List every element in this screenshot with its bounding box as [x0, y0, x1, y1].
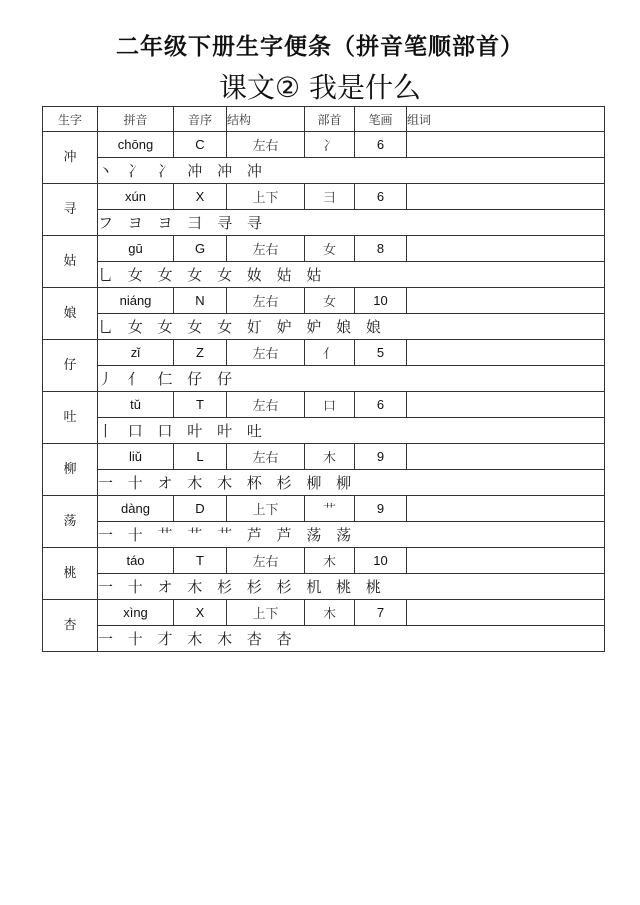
radical-cell: 木 [305, 600, 355, 626]
col-header-strokes: 笔画 [355, 107, 407, 132]
words-cell [407, 548, 605, 574]
char-cell: 柳 [43, 444, 98, 496]
radical-cell: 彐 [305, 184, 355, 210]
radical-cell: 女 [305, 288, 355, 314]
character-row [43, 340, 605, 366]
words-cell [407, 288, 605, 314]
stroke-count-cell: 6 [355, 184, 407, 210]
pinyin-cell: dàng [98, 496, 174, 522]
stroke-order-row [43, 158, 605, 184]
stroke-count-cell: 6 [355, 392, 407, 418]
radical-cell: 木 [305, 444, 355, 470]
col-header-radical: 部首 [305, 107, 355, 132]
char-cell: 寻 [43, 184, 98, 236]
words-cell [407, 496, 605, 522]
character-row [43, 392, 605, 418]
pinyin-cell: zǐ [98, 340, 174, 366]
radical-cell: 木 [305, 548, 355, 574]
radical-cell: 冫 [305, 132, 355, 158]
char-cell: 荡 [43, 496, 98, 548]
pinyin-cell: liǔ [98, 444, 174, 470]
words-cell [407, 444, 605, 470]
stroke-count-cell: 10 [355, 548, 407, 574]
pinyin-cell: tǔ [98, 392, 174, 418]
stroke-order: 一 十 オ 木 木 杯 杉 柳 柳 [98, 470, 605, 496]
structure-cell: 左右 [227, 548, 305, 574]
initial-cell: N [174, 288, 227, 314]
initial-cell: L [174, 444, 227, 470]
stroke-count-cell: 10 [355, 288, 407, 314]
initial-cell: T [174, 392, 227, 418]
page-title: 二年级下册生字便条（拼音笔顺部首） [116, 34, 524, 60]
char-cell: 姑 [43, 236, 98, 288]
structure-cell: 左右 [227, 392, 305, 418]
initial-cell: X [174, 184, 227, 210]
pinyin-cell: chōng [98, 132, 174, 158]
char-cell: 冲 [43, 132, 98, 184]
words-cell [407, 600, 605, 626]
stroke-count-cell: 5 [355, 340, 407, 366]
structure-cell: 上下 [227, 496, 305, 522]
col-header-pinyin: 拼音 [98, 107, 174, 132]
words-cell [407, 132, 605, 158]
initial-cell: T [174, 548, 227, 574]
pinyin-cell: táo [98, 548, 174, 574]
stroke-order: フ ヨ ヨ 彐 寻 寻 [98, 210, 605, 236]
initial-cell: D [174, 496, 227, 522]
structure-cell: 左右 [227, 444, 305, 470]
stroke-count-cell: 7 [355, 600, 407, 626]
col-header-words: 组词 [407, 107, 605, 132]
stroke-order: 一 十 艹 艹 艹 芦 芦 荡 荡 [98, 522, 605, 548]
stroke-order-row [43, 210, 605, 236]
header-row [43, 107, 605, 132]
words-cell [407, 184, 605, 210]
lesson-title: 课文② 我是什么 [218, 71, 421, 104]
char-cell: 娘 [43, 288, 98, 340]
stroke-order-row [43, 366, 605, 392]
stroke-order-row [43, 418, 605, 444]
col-header-initial: 音序 [174, 107, 227, 132]
character-row [43, 288, 605, 314]
structure-cell: 左右 [227, 132, 305, 158]
char-cell: 桃 [43, 548, 98, 600]
radical-cell: 女 [305, 236, 355, 262]
pinyin-cell: xún [98, 184, 174, 210]
stroke-order-row [43, 314, 605, 340]
stroke-order: 丶 冫 冫 冲 冲 冲 [98, 158, 605, 184]
stroke-order: 乚 女 女 女 女 奵 妒 妒 娘 娘 [98, 314, 605, 340]
words-cell [407, 392, 605, 418]
pinyin-cell: niáng [98, 288, 174, 314]
char-cell: 杏 [43, 600, 98, 652]
initial-cell: Z [174, 340, 227, 366]
character-row [43, 184, 605, 210]
stroke-count-cell: 9 [355, 444, 407, 470]
char-cell: 仔 [43, 340, 98, 392]
structure-cell: 上下 [227, 600, 305, 626]
initial-cell: X [174, 600, 227, 626]
stroke-count-cell: 6 [355, 132, 407, 158]
radical-cell: 艹 [305, 496, 355, 522]
stroke-order: 一 十 才 木 木 杏 杏 [98, 626, 605, 652]
stroke-order-row [43, 470, 605, 496]
stroke-order: 乚 女 女 女 女 奻 姑 姑 [98, 262, 605, 288]
initial-cell: G [174, 236, 227, 262]
character-row [43, 548, 605, 574]
stroke-count-cell: 9 [355, 496, 407, 522]
stroke-order-row [43, 626, 605, 652]
stroke-order: 丿 亻 仁 仔 仔 [98, 366, 605, 392]
structure-cell: 上下 [227, 184, 305, 210]
stroke-count-cell: 8 [355, 236, 407, 262]
initial-cell: C [174, 132, 227, 158]
structure-cell: 左右 [227, 340, 305, 366]
char-cell: 吐 [43, 392, 98, 444]
character-rows [43, 132, 605, 652]
stroke-order-row [43, 262, 605, 288]
character-table [42, 106, 605, 652]
stroke-order: 丨 口 口 叶 叶 吐 [98, 418, 605, 444]
stroke-order-row [43, 522, 605, 548]
col-header-structure: 结构 [227, 107, 305, 132]
character-row [43, 132, 605, 158]
pinyin-cell: gū [98, 236, 174, 262]
structure-cell: 左右 [227, 236, 305, 262]
stroke-order-row [43, 574, 605, 600]
words-cell [407, 340, 605, 366]
character-row [43, 600, 605, 626]
character-row [43, 444, 605, 470]
character-row [43, 236, 605, 262]
structure-cell: 左右 [227, 288, 305, 314]
stroke-order: 一 十 オ 木 杉 杉 杉 机 桃 桃 [98, 574, 605, 600]
pinyin-cell: xìng [98, 600, 174, 626]
radical-cell: 亻 [305, 340, 355, 366]
words-cell [407, 236, 605, 262]
character-row [43, 496, 605, 522]
radical-cell: 口 [305, 392, 355, 418]
col-header-char: 生字 [43, 107, 98, 132]
